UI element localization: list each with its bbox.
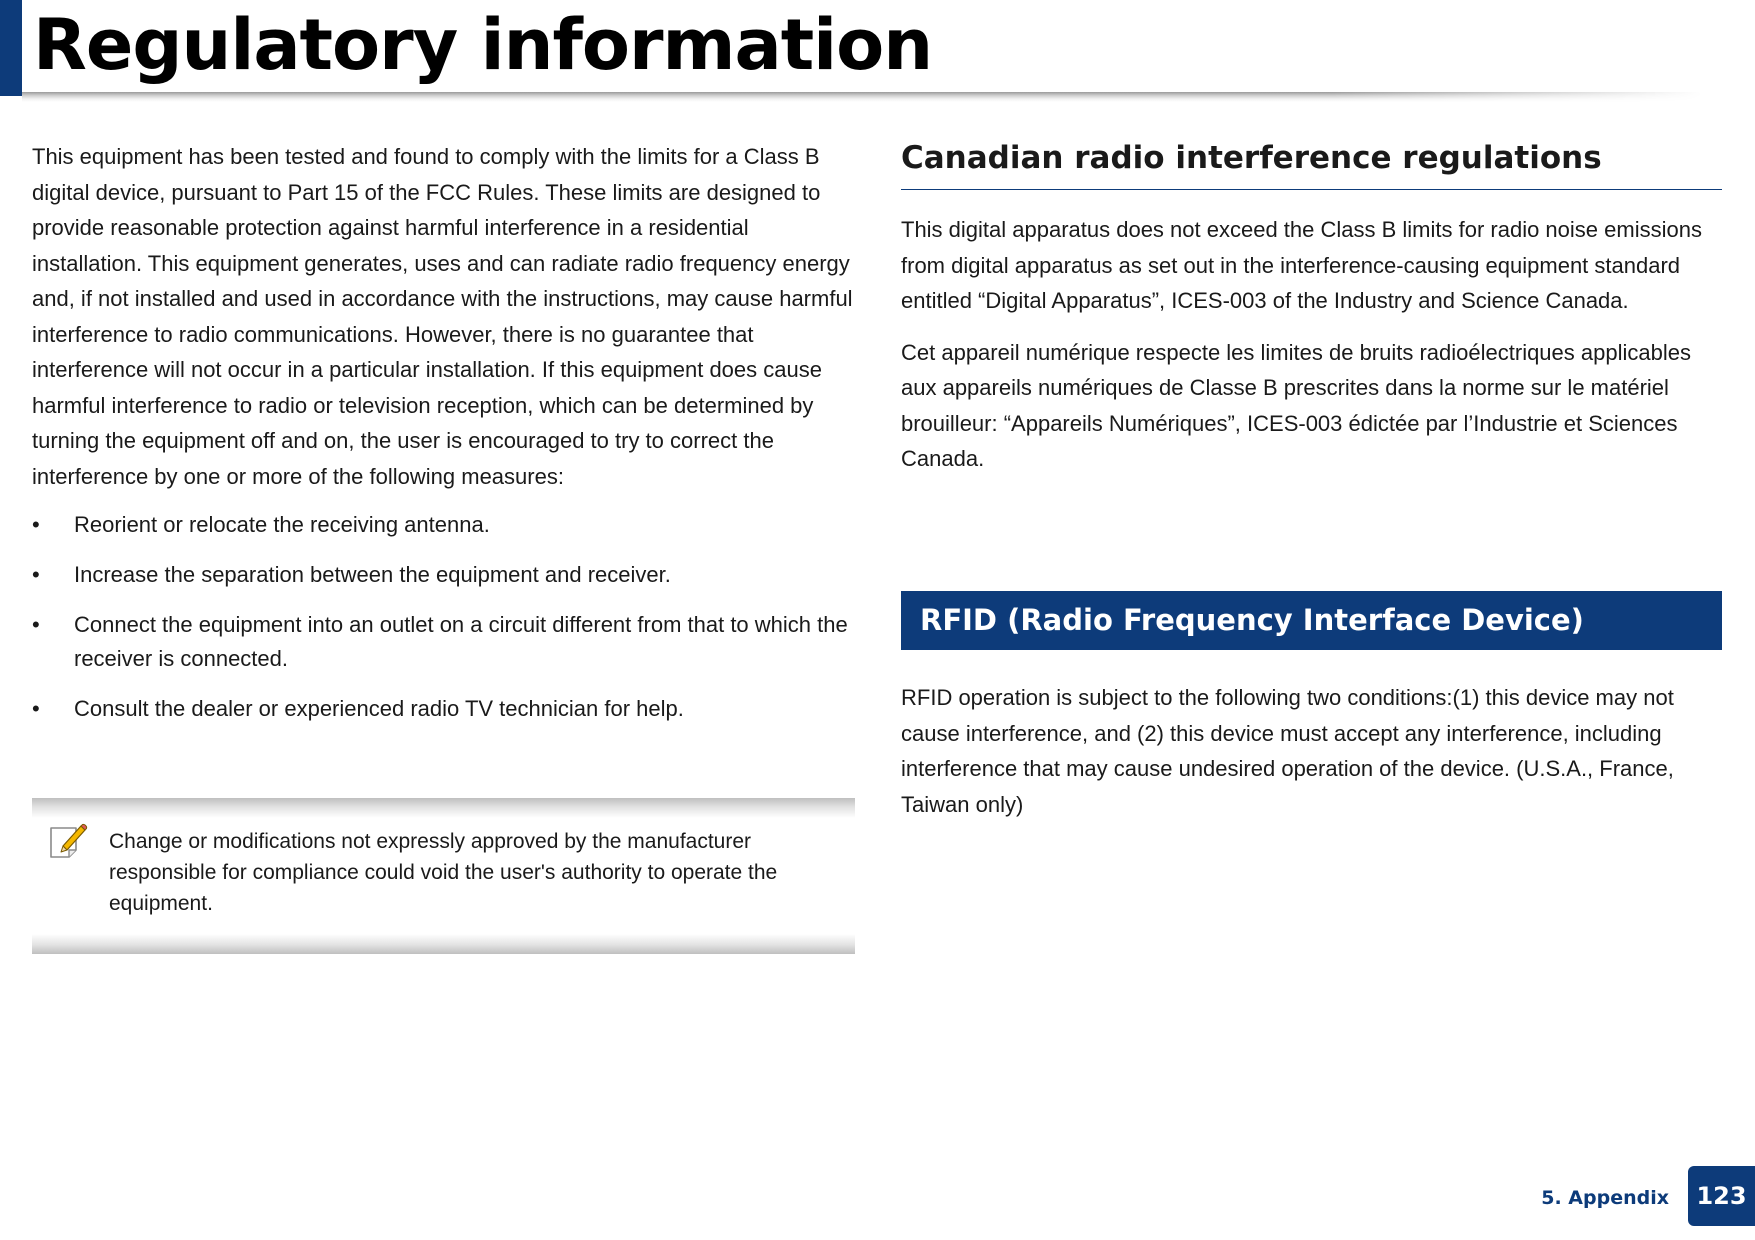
list-item (32, 508, 855, 542)
fcc-intro-paragraph: This equipment has been tested and found to comply with the limits for a Class B digital device, pursuant to Part 15 of the FCC Rules. These limits are designed to provide reasonable protection against harmful interference in a residential installation. This equipment generates, uses and can radiate radio frequency energy and, if not installed and used in accordance with the instructions, may cause harmful interference to radio communications. However, there is no guarantee that interference will not occur in a particular installation. If this equipment does cause harmful interference to radio or television reception, which can be determined by turning the equipment off and on, the user is encouraged to try to correct the interference by one or more of the following measures: (32, 144, 853, 489)
list-item-text: Increase the separation between the equipment and receiver. (74, 562, 671, 587)
page-number-badge: 123 (1688, 1166, 1755, 1226)
bullet-marker: • (32, 512, 40, 537)
canada-paragraph-en: This digital apparatus does not exceed the Class B limits for radio noise emissions from digital apparatus as set out in the interference-causing equipment standard entitled “Digital Apparatus”, ICES-003 of the Industry and Science Canada. (901, 217, 1702, 313)
fcc-section (32, 139, 855, 742)
footer-section-label: 5. Appendix (1541, 1187, 1669, 1209)
bullet-marker: • (32, 696, 40, 721)
list-item-text: Consult the dealer or experienced radio TV technician for help. (74, 696, 684, 721)
rfid-paragraph: RFID operation is subject to the following two conditions:(1) this device may not cause interference, and (2) this device must accept any interference, including interference that may cause undesired operation of the device. (U.S.A., France, Taiwan only) (901, 685, 1674, 817)
canada-paragraph-fr: Cet appareil numérique respecte les limites de bruits radioélectriques applicables aux appareils numériques de Classe B prescrites dans la norme sur le matériel brouilleur: “Appareils Numériques”, ICES-003 édictée par l’Industrie et Sciences Canada. (901, 339, 1691, 471)
note-callout (32, 798, 855, 954)
list-item (32, 558, 855, 592)
list-item (32, 692, 855, 726)
title-accent-bar (0, 0, 22, 96)
measures-list (32, 508, 855, 726)
bullet-marker: • (32, 612, 40, 637)
bullet-marker: • (32, 562, 40, 587)
list-item-text: Reorient or relocate the receiving antenna. (74, 512, 490, 537)
title-divider (22, 92, 1702, 102)
rfid-heading-bar (901, 591, 1722, 650)
page-title: Regulatory information (33, 4, 933, 86)
note-bottom-bar (32, 934, 855, 954)
list-item-text: Connect the equipment into an outlet on a circuit different from that to which the receiver is connected. (74, 612, 848, 671)
canada-heading: Canadian radio interference regulations (901, 135, 1722, 190)
note-top-bar (32, 798, 855, 818)
canada-section (901, 135, 1722, 477)
list-item (32, 608, 855, 676)
note-text: Change or modifications not expressly approved by the manufacturer responsible for compliance could void the user's authority to operate the equipment. (109, 830, 778, 915)
rfid-heading: RFID (Radio Frequency Interface Device) (920, 603, 1584, 637)
note-pencil-icon (48, 822, 88, 862)
